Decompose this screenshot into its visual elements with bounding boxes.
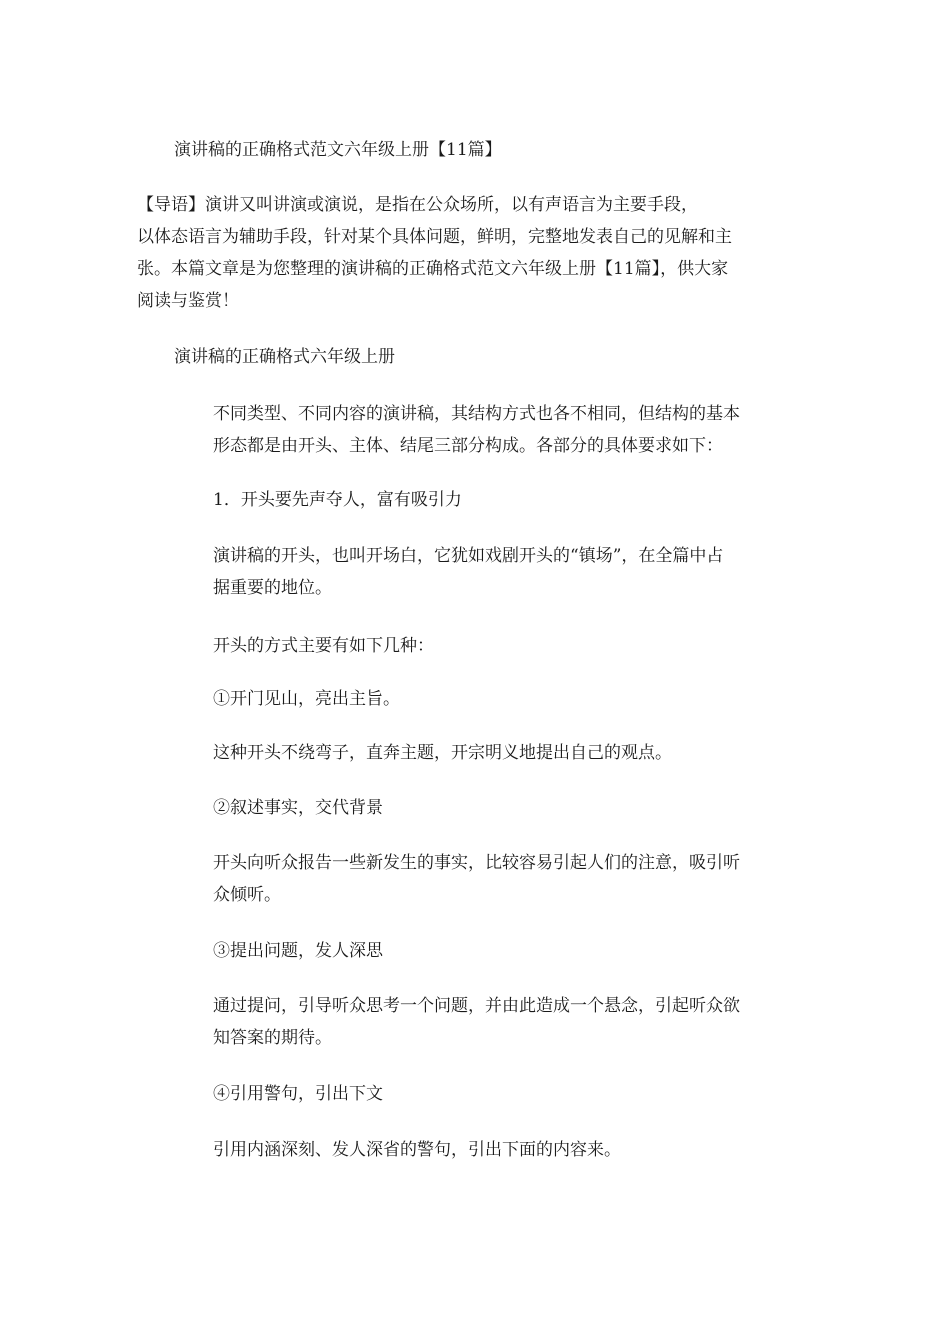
paragraph-line: 知答案的期待。 [213, 1028, 332, 1048]
body-paragraph [213, 1134, 813, 1166]
paragraph-line: 引用内涵深刻、发人深省的警句，引出下面的内容来。 [213, 1140, 621, 1160]
lead-line: 阅读与鉴赏！ [137, 291, 239, 311]
body-paragraph [213, 1078, 813, 1110]
lead-line: 以体态语言为辅助手段，针对某个具体问题，鲜明，完整地发表自己的见解和主 [137, 227, 732, 247]
paragraph-line: ①开门见山，亮出主旨。 [213, 689, 400, 709]
paragraph-line: 这种开头不绕弯子，直奔主题，开宗明义地提出自己的观点。 [213, 743, 672, 763]
body-paragraph [213, 484, 813, 516]
body-paragraph [213, 935, 813, 967]
paragraph-line: 开头向听众报告一些新发生的事实，比较容易引起人们的注意，吸引听 [213, 853, 740, 873]
paragraph-line: 形态都是由开头、主体、结尾三部分构成。各部分的具体要求如下： [213, 436, 723, 456]
body-paragraph [213, 847, 813, 911]
body-paragraph [213, 683, 813, 715]
paragraph-line: ③提出问题，发人深思 [213, 941, 383, 961]
body-paragraph [213, 398, 813, 462]
lead-line: 张。本篇文章是为您整理的演讲稿的正确格式范文六年级上册【11篇】，供大家 [137, 259, 729, 279]
section-heading: 演讲稿的正确格式六年级上册 [174, 347, 395, 367]
body-paragraph [213, 630, 813, 662]
body-paragraph [213, 990, 813, 1054]
body-paragraph [213, 540, 813, 604]
lead-paragraph [137, 189, 817, 317]
paragraph-line: 不同类型、不同内容的演讲稿，其结构方式也各不相同，但结构的基本 [213, 404, 740, 424]
paragraph-line: ②叙述事实，交代背景 [213, 798, 383, 818]
lead-line: 【导语】演讲又叫讲演或演说，是指在公众场所，以有声语言为主要手段， [137, 195, 698, 215]
document-title: 演讲稿的正确格式范文六年级上册【11篇】 [174, 140, 502, 160]
paragraph-line: 通过提问，引导听众思考一个问题，并由此造成一个悬念，引起听众欲 [213, 996, 740, 1016]
paragraph-line: 开头的方式主要有如下几种： [213, 636, 434, 656]
paragraph-line: 1．开头要先声夺人，富有吸引力 [213, 490, 462, 510]
body-paragraph [213, 792, 813, 824]
paragraph-line: ④引用警句，引出下文 [213, 1084, 383, 1104]
paragraph-line: 演讲稿的开头，也叫开场白，它犹如戏剧开头的“镇场”，在全篇中占 [213, 546, 724, 566]
paragraph-line: 据重要的地位。 [213, 578, 332, 598]
body-paragraph [213, 737, 813, 769]
paragraph-line: 众倾听。 [213, 885, 281, 905]
